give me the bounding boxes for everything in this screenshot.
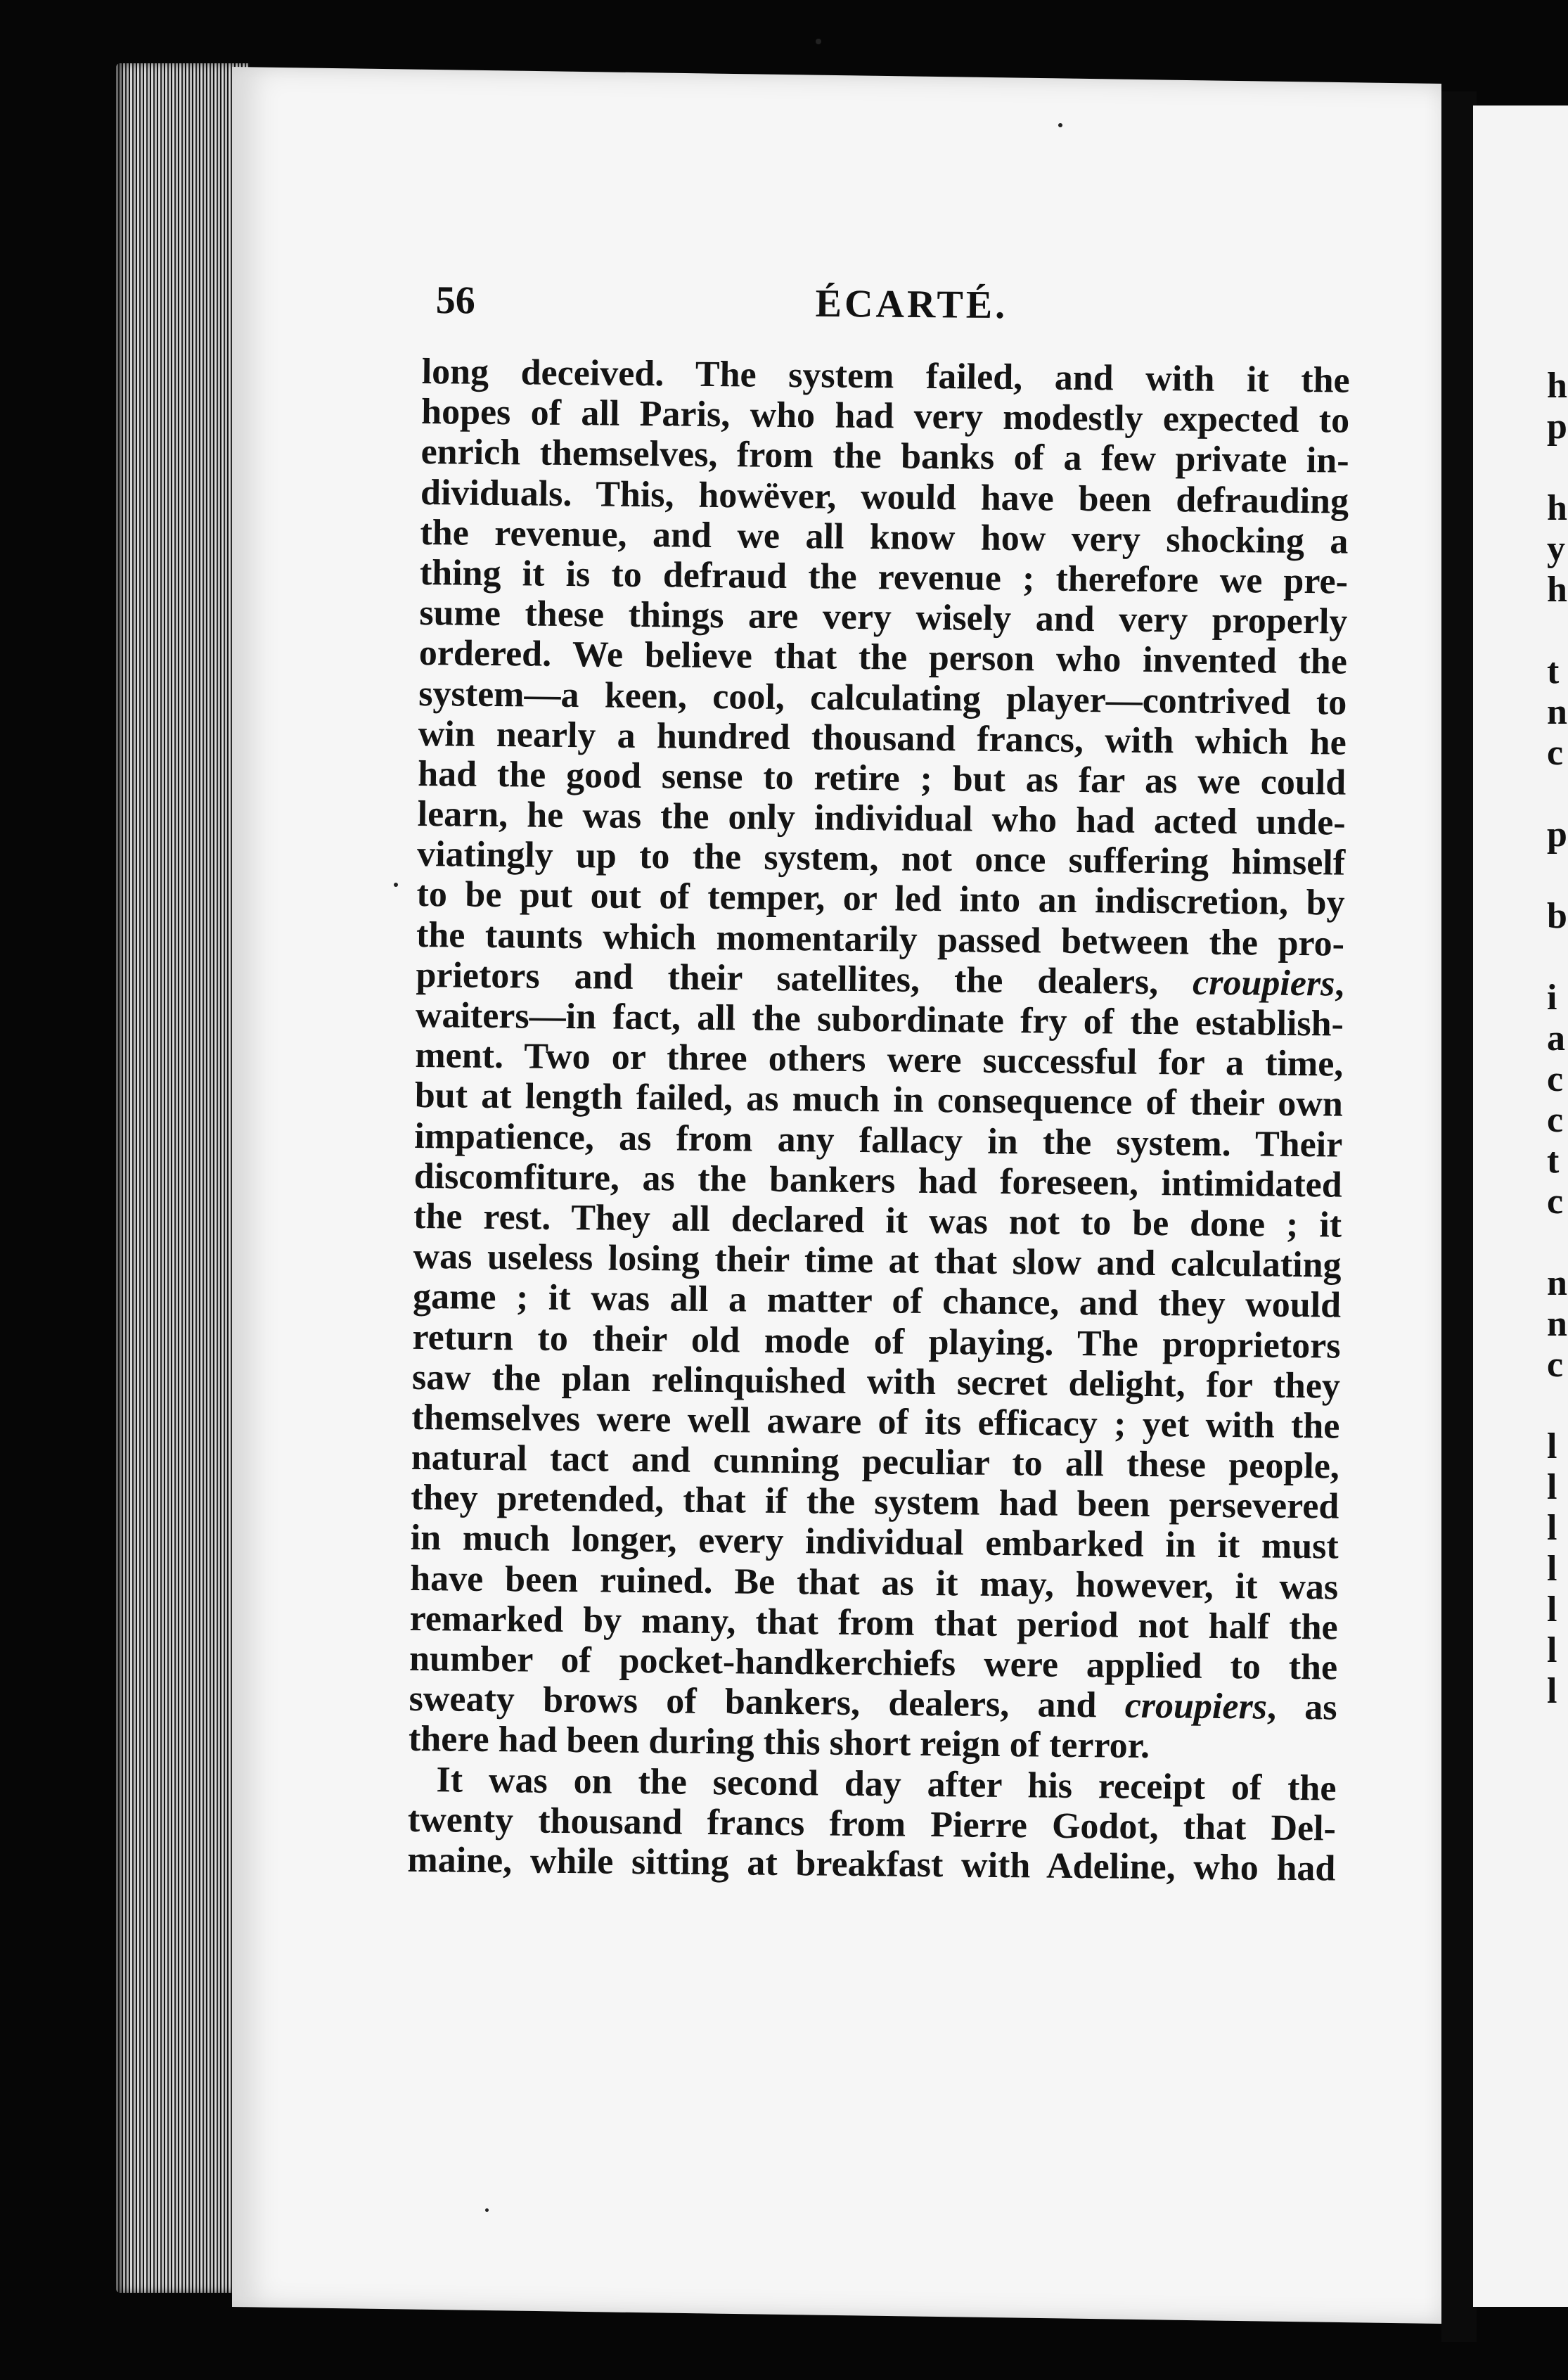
text-line: have been ruined. Be that as it may, however, it was [409, 1558, 1339, 1608]
text-line: discomfiture, as the bankers had foreseen, intimidated [413, 1156, 1342, 1205]
text-line: game ; it was all a matter of chance, and they would [412, 1277, 1342, 1326]
text-line: twenty thousand francs from Pierre Godot, that Del- [407, 1799, 1337, 1849]
text-line: learn, he was the only individual who had acted unde- [417, 794, 1346, 843]
text-line: to be put out of temper, or led into an indiscretion, by [416, 874, 1345, 924]
italic-word: croupiers [1192, 962, 1335, 1004]
text-line: had the good sense to retire ; but as far as we could [417, 753, 1347, 803]
text-line: system—a keen, cool, calculating player—contrived to [418, 673, 1347, 723]
text-line: remarked by many, that from that period not half the [409, 1598, 1338, 1648]
scan-speck [1058, 123, 1062, 127]
scan-speck [394, 883, 398, 887]
text-line: ordered. We believe that the person who invented the [418, 633, 1348, 682]
running-head: ÉCARTÉ. [815, 281, 1008, 328]
text-line: number of pocket-handkerchiefs were applied to the [409, 1638, 1338, 1688]
text-line: but at length failed, as much in consequence of their own [414, 1075, 1344, 1125]
scan-speck [816, 39, 821, 44]
text-line: sweaty brows of bankers, dealers, and croupiers, as [409, 1679, 1337, 1728]
page-edges [116, 63, 250, 2293]
text-line: ment. Two or three others were successful for a time, [415, 1035, 1344, 1085]
text-line: enrich themselves, from the banks of a few private in- [420, 432, 1349, 482]
scan-speck [485, 2208, 489, 2212]
adjacent-page-text: h p h y h t n c p b i a c c t c n n c l l l l l l l [1547, 366, 1567, 1711]
text-line: win nearly a hundred thousand francs, with which he [418, 713, 1347, 763]
text-line: hopes of all Paris, who had very modestly expected to [420, 392, 1350, 441]
text-line: was useless losing their time at that slow and calculating [413, 1236, 1342, 1286]
text-line: maine, while sitting at breakfast with Adeline, who had [407, 1839, 1336, 1889]
text-line: dividuals. This, howëver, would have been defrauding [420, 472, 1349, 522]
text-line: themselves were well aware of its efficacy ; yet with the [411, 1397, 1340, 1447]
text-line: in much longer, every individual embarked in it must [410, 1518, 1339, 1568]
text-line: they pretended, that if the system had been persevered [411, 1478, 1339, 1527]
text-line: natural tact and cunning peculiar to all these people, [411, 1437, 1340, 1487]
text-line: long deceived. The system failed, and with it the [421, 352, 1350, 401]
text-line: saw the plan relinquished with secret delight, for they [411, 1357, 1341, 1407]
text-line: there had been during this short reign of terror. [408, 1719, 1150, 1767]
text-line: the rest. They all declared it was not to be done ; it [413, 1196, 1342, 1246]
text-line: viatingly up to the system, not once suffering himself [416, 834, 1346, 883]
body-text [407, 352, 1350, 1889]
text-line: impatience, as from any fallacy in the system. Their [414, 1115, 1343, 1165]
text-line: return to their old mode of playing. The proprietors [412, 1317, 1341, 1367]
gutter-shadow [1441, 91, 1477, 2342]
text-line: the revenue, and we all know how very shocking a [420, 512, 1349, 562]
page-number: 56 [435, 278, 475, 323]
italic-word: croupiers [1124, 1685, 1268, 1727]
text-line: the taunts which momentarily passed between the pro- [416, 914, 1345, 964]
text-line: thing it is to defraud the revenue ; therefore we pre- [419, 552, 1349, 602]
text-line: It was on the second day after his receipt of the [436, 1759, 1337, 1809]
text-line: prietors and their satellites, the dealers, croupiers, [416, 954, 1344, 1004]
text-line: waiters—in fact, all the subordinate fry of the establish- [415, 994, 1344, 1044]
text-line: sume these things are very wisely and very properly [419, 593, 1348, 642]
